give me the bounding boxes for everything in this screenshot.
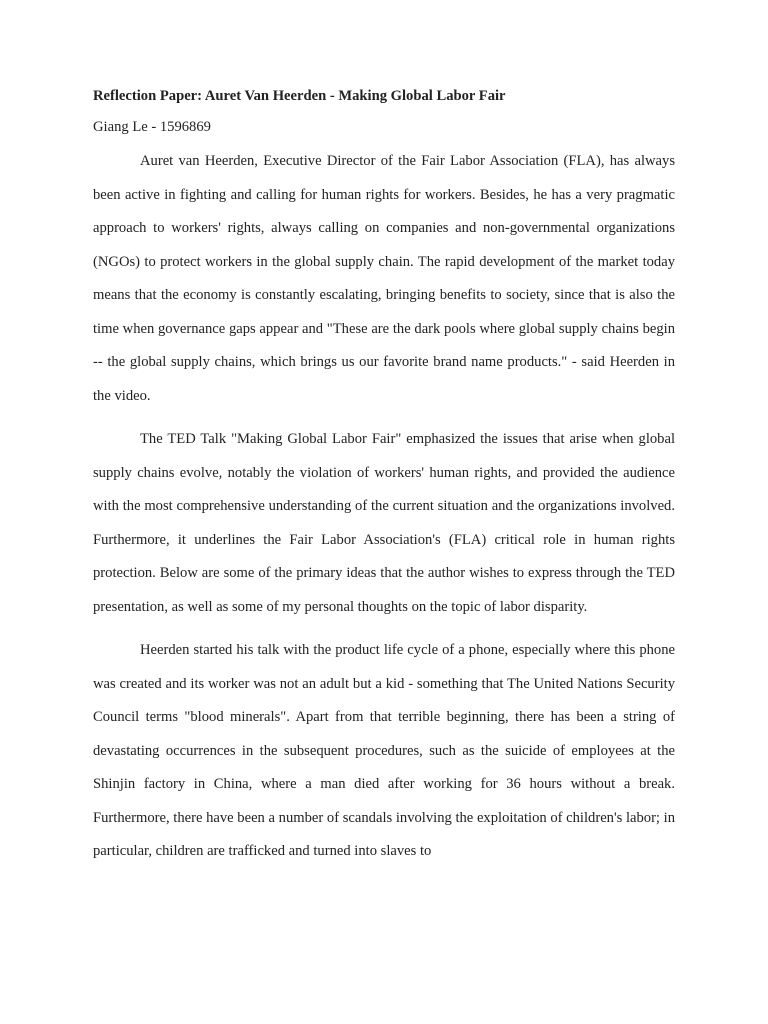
paper-title: Reflection Paper: Auret Van Heerden - Making Global Labor Fair — [93, 88, 506, 104]
author-line: Giang Le - 1596869 — [93, 119, 211, 135]
paragraph-3: Heerden started his talk with the product life cycle of a phone, especially where this phone was created and its worker was not an adult but a kid - something that The United Nations Security Council terms "blood minerals". Apart from that terrible beginning, there has been a string of devastating occurrences in the subsequent procedures, such as the suicide of employees at the Shinjin factory in China, where a man died after working for 36 hours without a break. Furthermore, there have been a number of scandals involving the exploitation of children's labor; in particular, children are trafficked and turned into slaves to — [93, 642, 675, 859]
paragraph-1: Auret van Heerden, Executive Director of the Fair Labor Association (FLA), has always been active in fighting and calling for human rights for workers. Besides, he has a very pragmatic approach to workers' rights, always calling on companies and non-governmental organizations (NGOs) to protect workers in the global supply chain. The rapid development of the market today means that the economy is constantly escalating, bringing benefits to society, since that is also the time when governance gaps appear and "These are the dark pools where global supply chains begin -- the global supply chains, which brings us our favorite brand name products." - said Heerden in the video. — [93, 153, 675, 404]
document-body — [93, 84, 675, 869]
paragraph-2: The TED Talk "Making Global Labor Fair" emphasized the issues that arise when global supply chains evolve, notably the violation of workers' human rights, and provided the audience with the most comprehensive understanding of the current situation and the organizations involved. Furthermore, it underlines the Fair Labor Association's (FLA) critical role in human rights protection. Below are some of the primary ideas that the author wishes to express through the TED presentation, as well as some of my personal thoughts on the topic of labor disparity. — [93, 431, 675, 615]
